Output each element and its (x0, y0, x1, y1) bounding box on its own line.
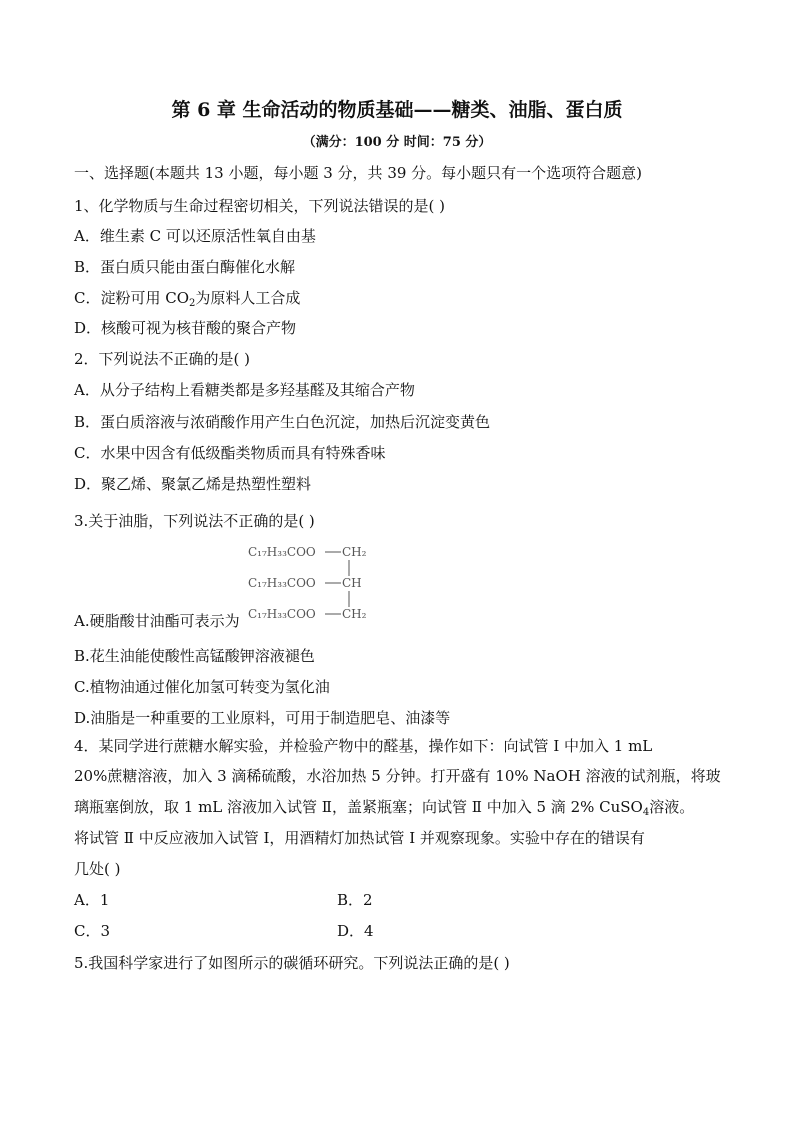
exam-info: （满分：100 分 时间：75 分） (302, 135, 492, 150)
question-1-option-c (74, 288, 300, 308)
question-4-option-c: C．3 (74, 922, 111, 940)
question-4-line-1: 4．某同学进行蔗糖水解实验，并检验产物中的醛基，操作如下：向试管 Ⅰ 中加入 1 mL (74, 737, 653, 755)
question-2-option-b: B．蛋白质溶液与浓硝酸作用产生白色沉淀，加热后沉淀变黄色 (74, 413, 491, 431)
question-4-option-d: D．4 (337, 922, 374, 940)
question-1-option-d: D．核酸可视为核苷酸的聚合产物 (74, 319, 297, 337)
question-1-stem: 1、化学物质与生命过程密切相关，下列说法错误的是( ) (74, 197, 446, 215)
question-3-option-c: C.植物油通过催化加氢可转变为氢化油 (74, 678, 330, 696)
option-c-text-end: 为原料人工合成 (195, 289, 301, 307)
formula-row-3-left: C₁₇H₃₃COO (248, 607, 316, 621)
question-1-option-b: B．蛋白质只能由蛋白酶催化水解 (74, 258, 296, 276)
question-4-line-3 (74, 797, 694, 817)
question-2-option-c: C．水果中因含有低级酯类物质而具有特殊香味 (74, 444, 386, 462)
formula-row-1-right: CH₂ (342, 545, 367, 559)
option-c-text: C．淀粉可用 CO (74, 289, 190, 307)
question-3-option-b: B.花生油能使酸性高锰酸钾溶液褪色 (74, 647, 315, 665)
question-3-option-a: A.硬脂酸甘油酯可表示为 (74, 612, 240, 630)
formula-row-2-left: C₁₇H₃₃COO (248, 576, 316, 590)
page-title: 第 6 章 生命活动的物质基础——糖类、油脂、蛋白质 (171, 99, 623, 121)
question-1-option-a: A．维生素 C 可以还原活性氧自由基 (74, 227, 316, 245)
question-4-option-b: B．2 (337, 891, 373, 909)
question-3-option-d: D.油脂是一种重要的工业原料，可用于制造肥皂、油漆等 (74, 709, 451, 727)
question-4-line-5: 几处( ) (74, 860, 121, 878)
subscript: 4 (642, 807, 650, 818)
question-3-stem: 3.关于油脂，下列说法不正确的是( ) (74, 512, 315, 530)
glyceride-structural-formula (248, 542, 378, 628)
formula-row-2-right: CH (342, 576, 362, 590)
question-2-option-a: A．从分子结构上看糖类都是多羟基醛及其缩合产物 (74, 381, 415, 399)
question-2-option-d: D．聚乙烯、聚氯乙烯是热塑性塑料 (74, 475, 312, 493)
question-4-option-a: A．1 (74, 891, 110, 909)
question-5-stem: 5.我国科学家进行了如图所示的碳循环研究。下列说法正确的是( ) (74, 954, 510, 972)
section-heading: 一、选择题(本题共 13 小题，每小题 3 分，共 39 分。每小题只有一个选项符合题意) (74, 164, 643, 182)
question-4-line-4: 将试管 Ⅱ 中反应液加入试管 Ⅰ，用酒精灯加热试管 Ⅰ 并观察现象。实验中存在的错误有 (74, 829, 645, 847)
question-4-line-3-text: 璃瓶塞倒放，取 1 mL 溶液加入试管 Ⅱ，盖紧瓶塞；向试管 Ⅱ 中加入 5 滴 2% CuSO (74, 798, 643, 816)
question-4-line-2: 20%蔗糖溶液，加入 3 滴稀硫酸，水浴加热 5 分钟。打开盛有 10% NaOH 溶液的试剂瓶，将玻 (74, 767, 721, 785)
formula-row-1-left: C₁₇H₃₃COO (248, 545, 316, 559)
question-4-line-3-end: 溶液。 (649, 798, 695, 816)
formula-row-3-right: CH₂ (342, 607, 367, 621)
subscript: 2 (189, 298, 196, 309)
question-2-stem: 2．下列说法不正确的是( ) (74, 350, 251, 368)
